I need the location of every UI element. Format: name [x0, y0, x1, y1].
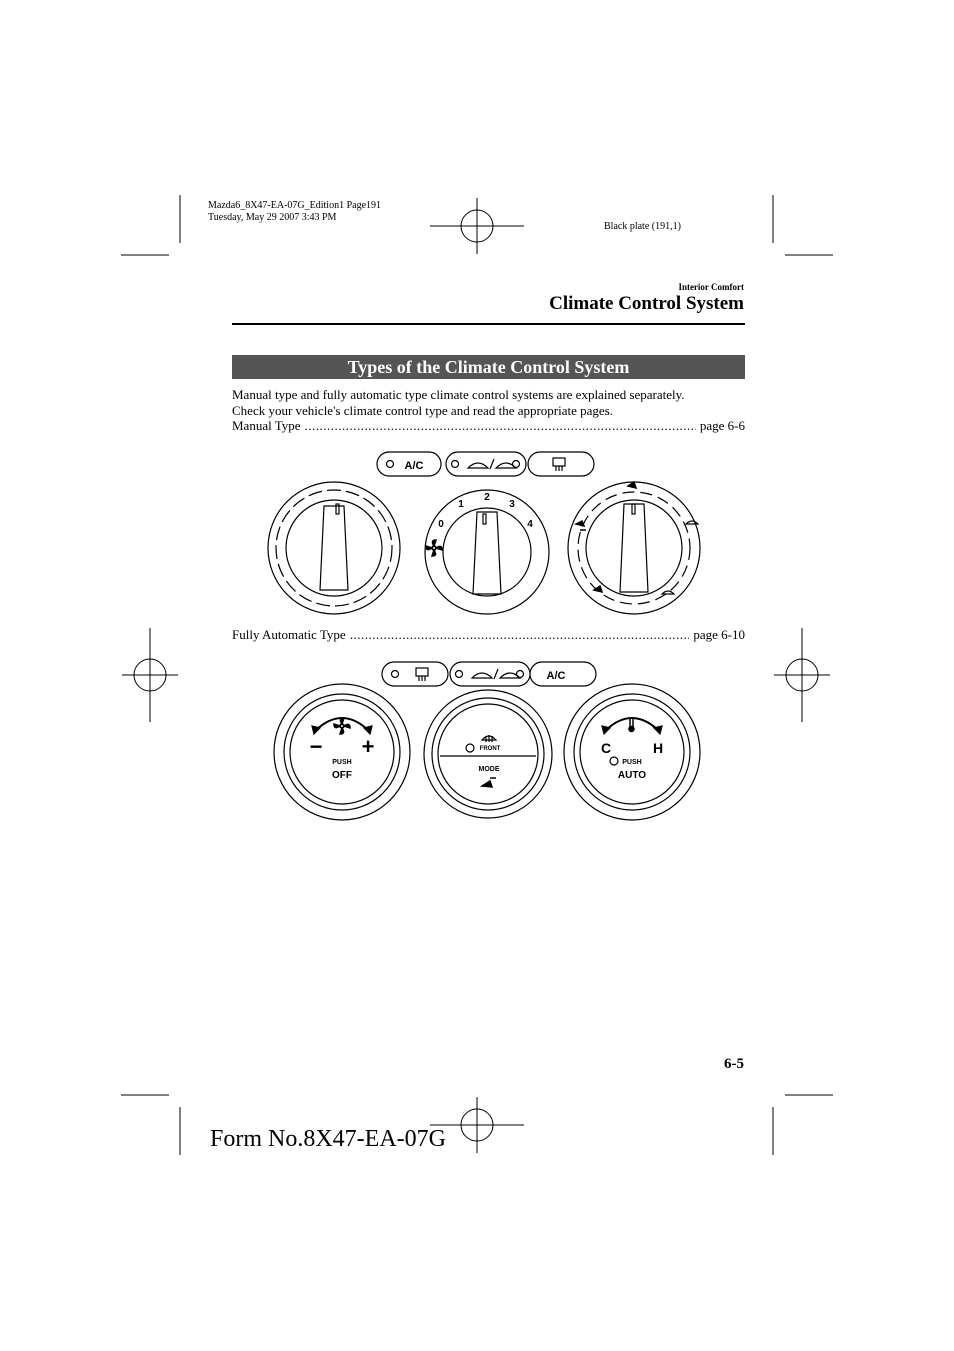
heading-rule — [232, 323, 745, 325]
toc-leader — [305, 418, 696, 434]
fan-speed-0: 0 — [438, 519, 444, 530]
toc-label: Fully Automatic Type — [232, 627, 346, 642]
fan-dial[interactable] — [290, 700, 394, 804]
automatic-control-panel — [268, 658, 708, 830]
page-number: 6-5 — [724, 1056, 744, 1072]
toc-page: page 6-6 — [699, 418, 745, 433]
front-label: FRONT — [479, 746, 501, 752]
toc-entry-manual[interactable] — [232, 418, 745, 434]
fan-speed-2: 2 — [484, 492, 490, 503]
manual-control-panel — [260, 448, 720, 616]
fan-speed-3: 3 — [509, 499, 515, 510]
floor-defrost-icon — [662, 591, 674, 594]
rear-defrost-button[interactable] — [528, 452, 594, 476]
toc-label: Manual Type — [232, 418, 301, 433]
toc-entry-automatic[interactable] — [232, 627, 745, 643]
intro-line-2: Check your vehicle's climate control type and read the appropriate pages. — [232, 402, 613, 418]
plate-info: Black plate (191,1) — [604, 221, 681, 232]
print-header-line2: Tuesday, May 29 2007 3:43 PM — [208, 212, 337, 223]
print-header — [208, 200, 381, 224]
temperature-dial[interactable] — [580, 700, 684, 804]
fan-plus-label: + — [361, 734, 375, 759]
auto-label: AUTO — [617, 770, 647, 781]
cold-label: C — [600, 740, 612, 756]
section-banner: Types of the Climate Control System — [232, 355, 745, 379]
vent-face-icon — [628, 482, 636, 488]
form-number: Form No.8X47-EA-07G — [210, 1126, 446, 1152]
push-label: PUSH — [332, 759, 352, 766]
off-label: OFF — [332, 770, 352, 781]
ac-label: A/C — [546, 670, 566, 682]
fan-speed-1: 1 — [458, 499, 464, 510]
toc-page: page 6-10 — [693, 627, 745, 642]
fan-icon — [426, 540, 442, 556]
page-title: Climate Control System — [549, 293, 744, 314]
toc-leader — [350, 627, 690, 643]
print-header-line1: Mazda6_8X47-EA-07G_Edition1 Page191 — [208, 200, 382, 211]
mode-label: MODE — [478, 766, 500, 773]
windshield-defrost-icon — [686, 521, 698, 524]
fan-speed-4: 4 — [527, 519, 533, 530]
hot-label: H — [652, 740, 664, 756]
section-label: Interior Comfort — [678, 282, 744, 292]
intro-text — [232, 387, 752, 418]
vent-floor-icon — [594, 586, 602, 592]
push-label: PUSH — [622, 759, 642, 766]
ac-label: A/C — [404, 460, 424, 472]
mode-dial[interactable] — [438, 704, 538, 804]
intro-line-1: Manual type and fully automatic type climate control systems are explained separately. — [232, 387, 685, 402]
fan-minus-label: − — [309, 734, 323, 759]
